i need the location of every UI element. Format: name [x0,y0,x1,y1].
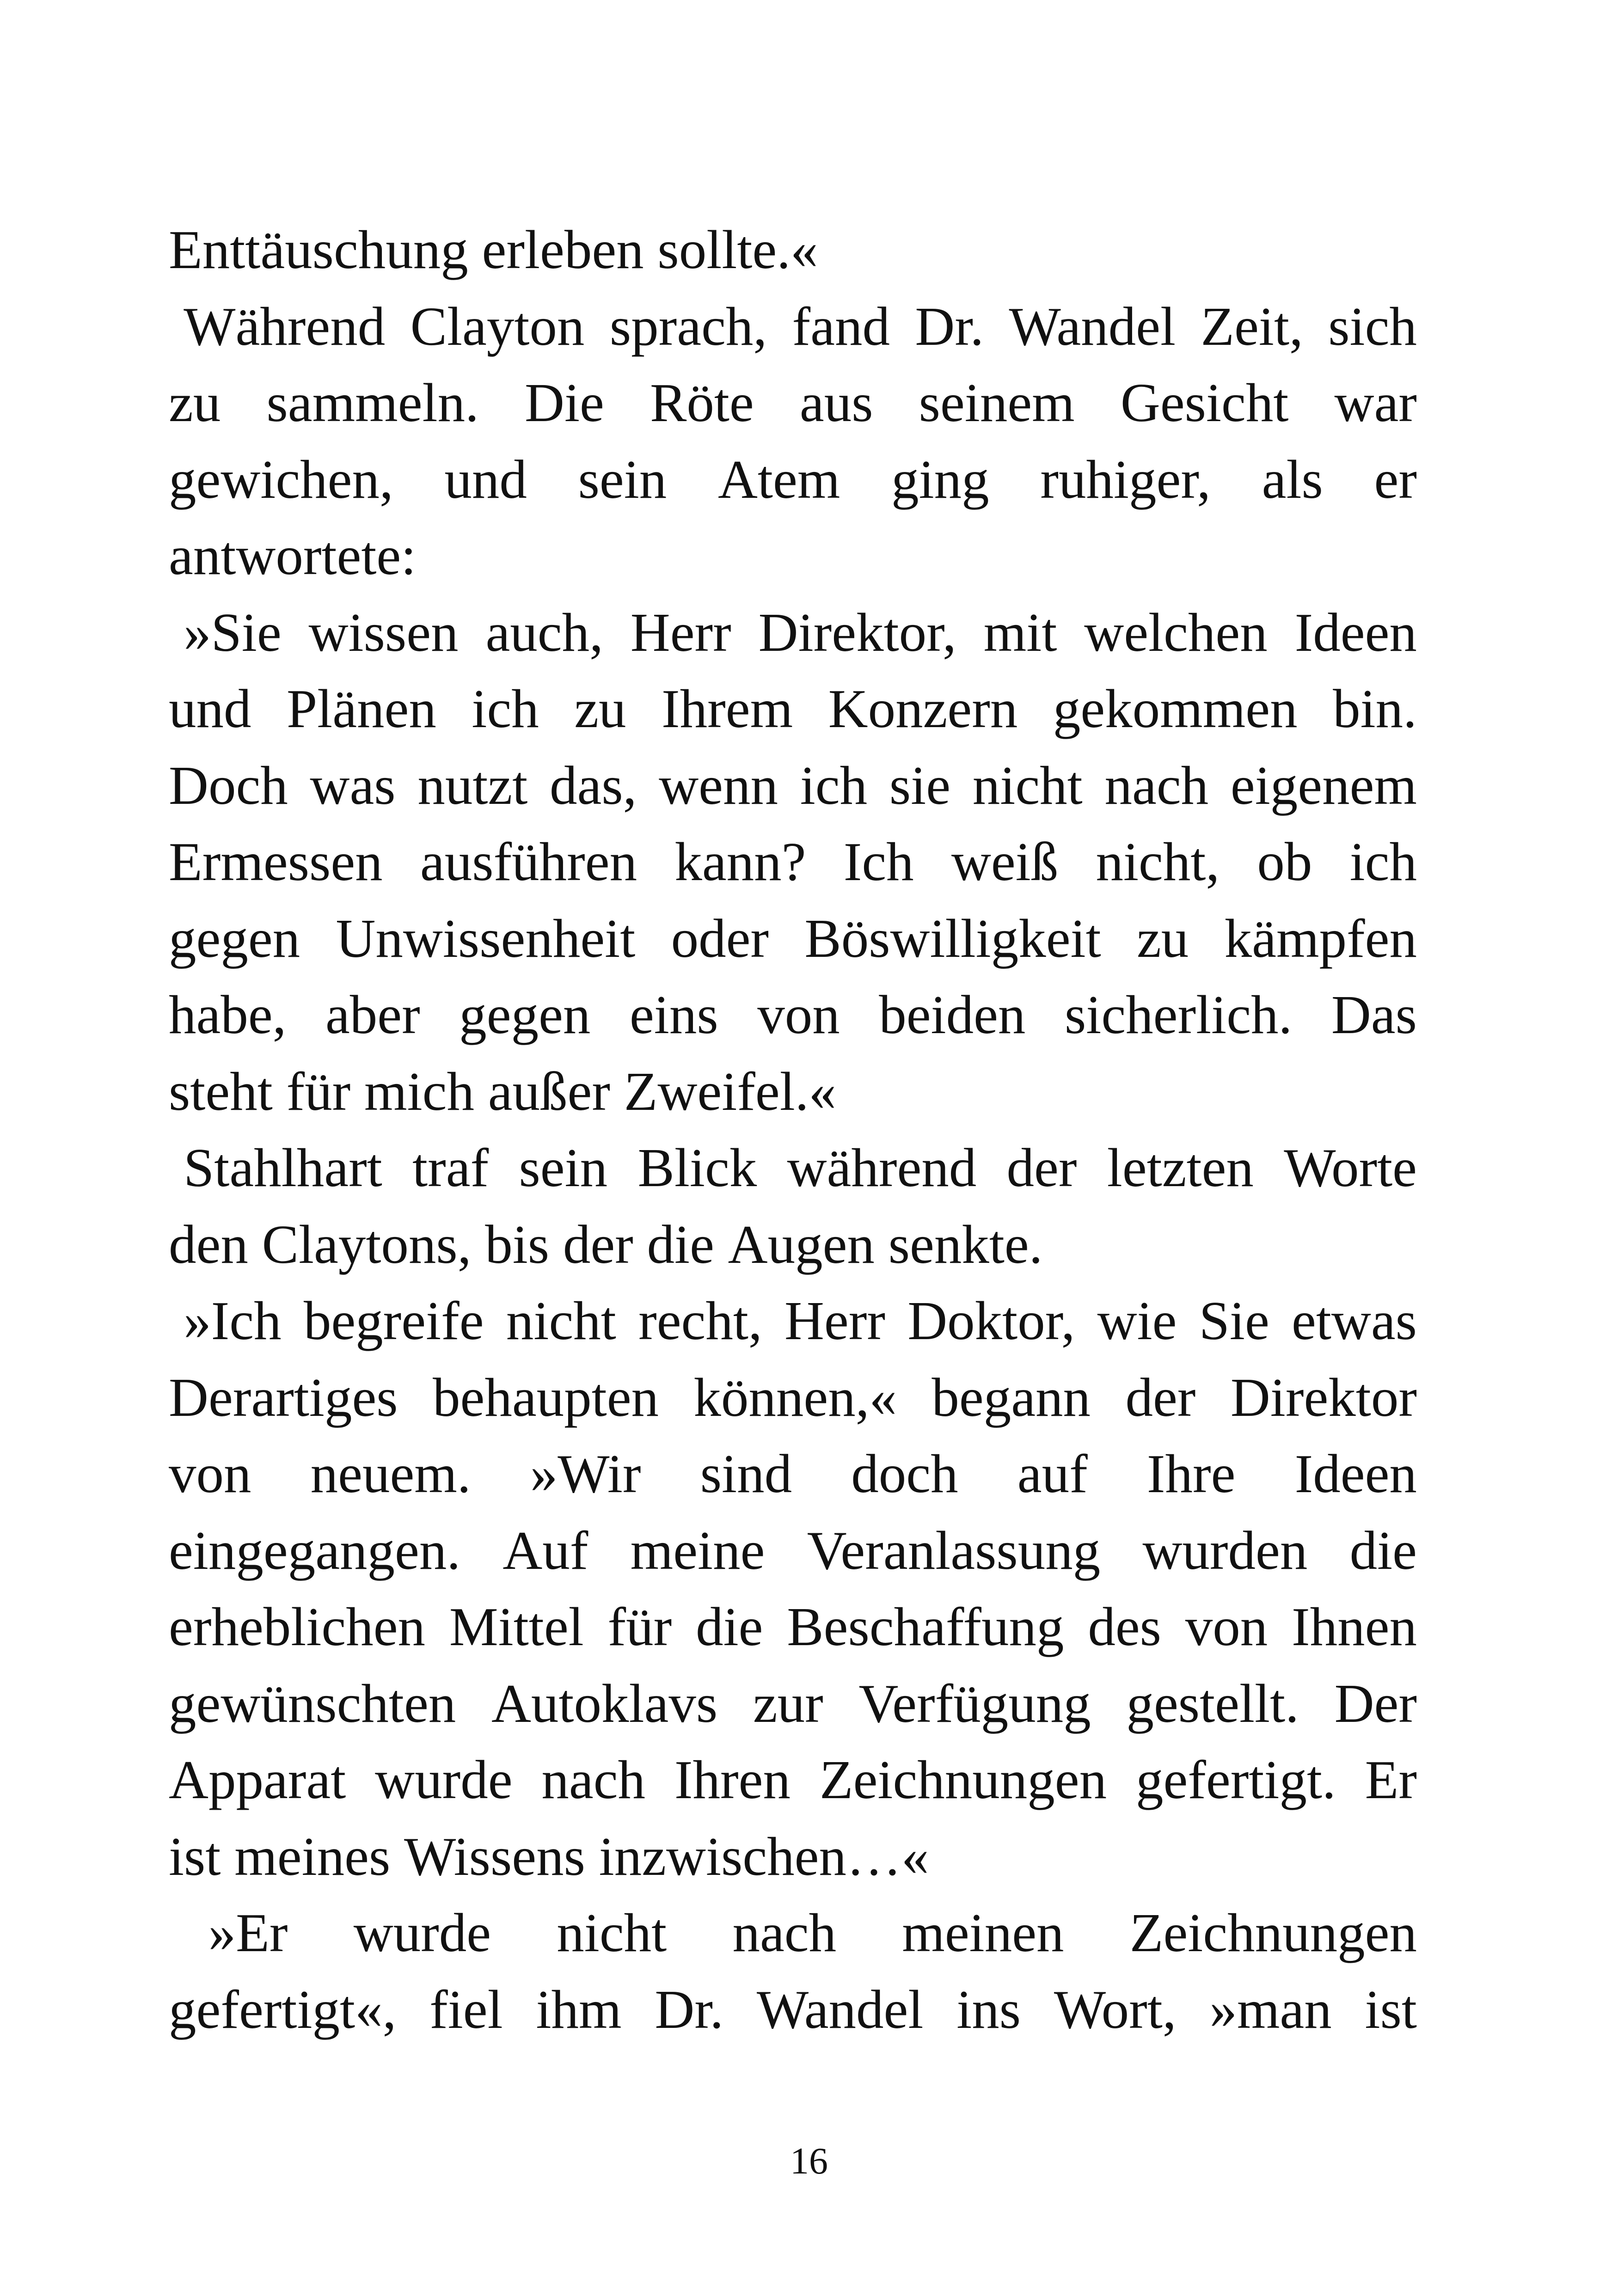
word: Zeichnungen [819,1749,1107,1810]
word: Wandel [756,1978,924,2040]
word: was [310,754,396,816]
word: von [169,1443,251,1504]
word: ich [1349,831,1417,892]
word: bis [485,1213,550,1275]
word: Konzern [828,678,1018,739]
word: Unwissenheit [336,907,636,969]
word: gestellt. [1126,1672,1299,1734]
word: Er [1365,1749,1417,1810]
text-line [169,441,1417,518]
word: des [1088,1596,1161,1657]
word: behaupten [433,1366,659,1428]
word: mit [983,601,1057,663]
word: Verfügung [858,1672,1091,1734]
word: Stahlhart [184,1137,382,1198]
text-line [169,1512,1417,1589]
word: Wissens [404,1825,585,1887]
word: nicht [972,754,1083,816]
page-number: 16 [790,2140,828,2182]
word: meinen [902,1902,1064,1963]
word: ist [169,1825,221,1887]
word: Während [184,295,386,357]
word: wurde [375,1749,513,1810]
word: sein [519,1137,608,1198]
word: Clayton [410,295,585,357]
word: meine [630,1519,765,1581]
text-line [169,747,1417,824]
text-line [169,212,1417,288]
word: Blick [637,1137,757,1198]
word: zur [753,1672,823,1734]
word: weiß [951,831,1059,892]
word: etwas [1292,1290,1417,1351]
text-line [169,594,1417,671]
word: und [444,448,527,510]
word: Sie [1199,1290,1269,1351]
word: Veranlassung [807,1519,1101,1581]
word: sich [1328,295,1417,357]
word: Mittel [449,1596,584,1657]
word: wurde [353,1902,491,1963]
word: das, [550,754,637,816]
word: von [757,984,840,1045]
word: sein [578,448,667,510]
word: Dr. [915,295,984,357]
word: bin. [1333,678,1417,739]
word: ist [1365,1978,1417,2040]
word: ruhiger, [1040,448,1211,510]
text-line [169,1742,1417,1818]
word: Das [1331,984,1417,1045]
word: Ihren [674,1749,791,1810]
text-line [169,900,1417,977]
word: »Wir [530,1443,641,1504]
word: Ihre [1146,1443,1236,1504]
word: er [1374,448,1417,510]
text-line [169,671,1417,747]
word: sprach, [609,295,767,357]
word: Gesicht [1120,372,1289,433]
word: Ideen [1294,601,1417,663]
word: ihm [536,1978,622,2040]
word: gefertigt. [1135,1749,1336,1810]
word: begann [932,1366,1091,1428]
word: zu [574,678,626,739]
word: eins [629,984,718,1045]
word: sicherlich. [1064,984,1293,1045]
word: sie [889,754,951,816]
word: gegen [459,984,591,1045]
body-text [169,212,1417,2048]
text-line [169,365,1417,441]
text-line [169,824,1417,900]
word: ob [1257,831,1312,892]
word: zu [1136,907,1189,969]
word: Direktor [1230,1366,1417,1428]
word: aber [325,984,420,1045]
word: habe, [169,984,287,1045]
word: beiden [879,984,1026,1045]
word: eingegangen. [169,1519,461,1581]
text-line [169,1895,1417,1971]
word: Zweifel.« [624,1060,837,1122]
word: Worte [1284,1137,1417,1198]
word: fiel [429,1978,503,2040]
word: für [286,1060,351,1122]
text-line [169,1130,1417,1206]
word: steht [169,1060,273,1122]
word: neuem. [310,1443,471,1504]
word: der [1006,1137,1077,1198]
word: gefertigt«, [169,1978,397,2040]
word: Atem [717,448,840,510]
word: sollte.« [657,219,818,280]
word: Herr [784,1290,885,1351]
word: war [1334,372,1417,433]
word: ich [800,754,868,816]
word: Enttäuschung [169,219,468,280]
word: Doktor, [907,1290,1075,1351]
word: antwortete: [169,525,417,586]
word: Apparat [169,1749,346,1810]
word: nach [1104,754,1209,816]
word: Dr. [655,1978,724,2040]
word: Wandel [1009,295,1176,357]
word: inzwischen…« [599,1825,929,1887]
word: Doch [169,754,288,816]
word: nicht, [1096,831,1220,892]
word: und [169,678,251,739]
text-line [169,1206,1417,1283]
word: die [647,1213,714,1275]
word: Ihnen [1292,1596,1417,1657]
word: letzten [1107,1137,1254,1198]
word: Röte [650,372,754,433]
word: ins [956,1978,1021,2040]
word: Herr [630,601,731,663]
word: können,« [693,1366,897,1428]
word: meines [234,1825,391,1887]
text-line [169,1971,1417,2048]
word: den [169,1213,248,1275]
word: Autoklavs [491,1672,718,1734]
word: gewünschten [169,1672,456,1734]
word: kämpfen [1224,907,1417,969]
word: wissen [308,601,459,663]
word: mich [364,1060,474,1122]
word: Auf [503,1519,588,1581]
word: Augen [728,1213,875,1275]
word: wenn [659,754,778,816]
word: gewichen, [169,448,393,510]
word: »Ich [184,1290,282,1351]
word: kann? [674,831,806,892]
word: Der [1334,1672,1417,1734]
word: Claytons, [262,1213,472,1275]
text-line [169,1283,1417,1359]
word: Derartiges [169,1366,398,1428]
word: der [1125,1366,1196,1428]
word: sind [700,1443,792,1504]
word: erleben [482,219,644,280]
word: ausführen [420,831,637,892]
word: ging [891,448,989,510]
word: aus [799,372,873,433]
word: erheblichen [169,1596,426,1657]
word: oder [671,907,769,969]
text-line [169,1818,1417,1895]
word: gekommen [1053,678,1298,739]
word: traf [412,1137,489,1198]
text-line [169,1359,1417,1436]
text-line [169,1053,1417,1130]
word: Böswilligkeit [804,907,1101,969]
word: gegen [169,907,300,969]
word: als [1262,448,1323,510]
word: während [787,1137,977,1198]
word: Zeichnungen [1129,1902,1417,1963]
word: nicht [557,1902,667,1963]
word: nach [541,1749,646,1810]
word: die [696,1596,763,1657]
word: Wort, [1054,1978,1177,2040]
word: ich [472,678,539,739]
word: begreife [303,1290,484,1351]
word: wurden [1142,1519,1308,1581]
word: wie [1097,1290,1177,1351]
word: Zeit, [1201,295,1303,357]
word: auf [1017,1443,1088,1504]
word: welchen [1084,601,1268,663]
word: recht, [638,1290,762,1351]
word: sammeln. [266,372,479,433]
word: »man [1209,1978,1332,2040]
word: die [1349,1519,1417,1581]
word: eigenem [1230,754,1417,816]
word: der [563,1213,633,1275]
word: doch [851,1443,958,1504]
word: von [1185,1596,1268,1657]
text-line [169,977,1417,1053]
word: außer [488,1060,610,1122]
word: senkte. [888,1213,1043,1275]
word: Plänen [286,678,436,739]
text-line [169,1665,1417,1742]
word: zu [169,372,221,433]
word: Ihrem [662,678,793,739]
text-line [169,518,1417,594]
text-line [169,288,1417,365]
text-line [169,1436,1417,1512]
word: Ideen [1294,1443,1417,1504]
word: nach [732,1902,837,1963]
word: »Er [208,1902,288,1963]
word: nutzt [417,754,528,816]
word: Ermessen [169,831,383,892]
word: fand [792,295,890,357]
text-line [169,1589,1417,1665]
word: für [607,1596,672,1657]
word: Direktor, [758,601,956,663]
word: Beschaffung [787,1596,1064,1657]
word: Ich [843,831,914,892]
word: »Sie [184,601,282,663]
word: seinem [919,372,1075,433]
word: Die [525,372,604,433]
word: auch, [485,601,603,663]
word: nicht [506,1290,616,1351]
